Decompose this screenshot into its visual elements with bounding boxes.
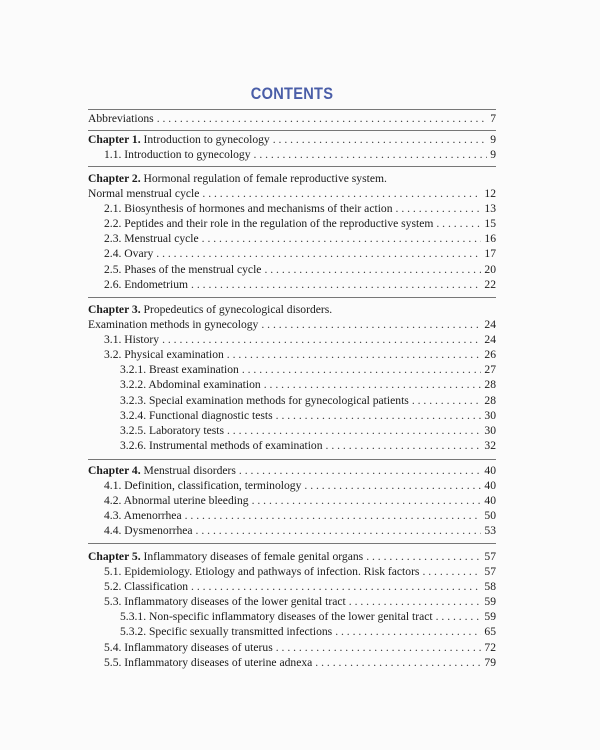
toc-entry[interactable]: 5.4. Inflammatory diseases of uterus . . . 72 <box>88 640 496 655</box>
page-number: 57 <box>484 550 496 563</box>
dot-leader <box>363 549 481 564</box>
page-number: 12 <box>484 187 496 201</box>
page-number: 57 <box>484 565 496 579</box>
page-number: 30 <box>484 408 496 422</box>
toc-entry[interactable]: 4.4. Dysmenorrhea . . . 53 <box>88 523 496 538</box>
page-number: 22 <box>484 277 496 291</box>
page-number: 26 <box>484 348 496 362</box>
page-number: 7 <box>490 112 496 125</box>
toc-entry[interactable]: 2.3. Menstrual cycle . . . 16 <box>88 231 496 246</box>
toc-subentry[interactable]: 5.3.2. Specific sexually transmitted infections . . . 65 <box>88 624 496 639</box>
dot-leader <box>258 317 481 332</box>
page-number: 40 <box>484 494 496 508</box>
page-number: 24 <box>484 333 496 347</box>
page-number: 53 <box>484 524 496 538</box>
page-number: 9 <box>490 148 496 162</box>
page-number: 59 <box>484 595 496 609</box>
page-number: 13 <box>484 202 496 216</box>
dot-leader <box>346 594 482 609</box>
toc-entry[interactable]: 5.2. Classification . . . 58 <box>88 579 496 594</box>
toc-subentry[interactable]: 3.2.4. Functional diagnostic tests . . . 30 <box>88 408 496 423</box>
page-number: 20 <box>484 262 496 276</box>
page-number: 9 <box>490 133 496 146</box>
chapter-title-cont: Examination methods in gynecology <box>88 318 259 332</box>
chapter-entry[interactable] <box>88 463 496 478</box>
dot-leader <box>188 277 481 292</box>
page-number: 16 <box>484 232 496 246</box>
toc-entry[interactable]: 2.6. Endometrium . . . 22 <box>88 277 496 292</box>
divider <box>88 109 496 110</box>
dot-leader <box>301 478 481 493</box>
divider <box>88 543 496 544</box>
toc-entry[interactable]: 3.2. Physical examination . . . 26 <box>88 347 496 362</box>
dot-leader <box>224 347 482 362</box>
page-number: 17 <box>484 247 496 261</box>
chapter-label: Chapter 1. <box>88 133 141 146</box>
dot-leader <box>154 111 488 126</box>
dot-leader <box>249 493 482 508</box>
toc-entry[interactable]: 2.2. Peptides and their role in the regulation of the reproductive system . . . 15 <box>88 216 496 231</box>
toc-subentry[interactable]: 3.2.3. Special examination methods for gynecological patients . . . 28 <box>88 393 496 408</box>
toc-entry[interactable]: 4.2. Abnormal uterine bleeding . . . 40 <box>88 493 496 508</box>
toc-chapter-3 <box>88 302 496 453</box>
chapter-heading[interactable] <box>88 171 496 186</box>
page-number: 79 <box>484 655 496 669</box>
toc-entry[interactable]: 4.3. Amenorrhea . . . 50 <box>88 508 496 523</box>
page-number: 24 <box>484 318 496 332</box>
dot-leader <box>188 579 481 594</box>
toc-chapter-5 <box>88 549 496 670</box>
dot-leader <box>419 564 481 579</box>
dot-leader <box>261 262 481 277</box>
toc-subentry[interactable]: 3.2.2. Abdominal examination . . . 28 <box>88 377 496 392</box>
dot-leader <box>261 377 482 392</box>
toc-entry[interactable]: 5.1. Epidemiology. Etiology and pathways of infection. Risk factors . . . 57 <box>88 564 496 579</box>
toc-section-abbreviations <box>88 111 496 126</box>
chapter-title: Inflammatory diseases of female genital organs <box>140 550 364 563</box>
page-title: CONTENTS <box>250 84 334 103</box>
chapter-title-cont: Normal menstrual cycle <box>88 187 200 201</box>
chapter-label: Chapter 2. <box>88 172 141 185</box>
toc-entry[interactable]: Abbreviations . . . 7 <box>88 111 496 126</box>
divider <box>88 459 496 460</box>
page-number: 59 <box>484 610 496 624</box>
page-number: 27 <box>484 363 496 377</box>
toc-subentry[interactable]: 3.2.5. Laboratory tests . . . 30 <box>88 423 496 438</box>
page-number: 28 <box>484 378 496 392</box>
dot-leader <box>199 231 482 246</box>
divider <box>88 166 496 167</box>
page-number: 15 <box>484 217 496 231</box>
toc-chapter-2 <box>88 171 496 292</box>
page-number: 30 <box>484 423 496 437</box>
chapter-label: Chapter 4. <box>88 464 141 477</box>
page-number: 40 <box>484 464 496 477</box>
page-number: 50 <box>484 509 496 523</box>
toc-entry[interactable]: 2.4. Ovary . . . 17 <box>88 246 496 261</box>
chapter-entry[interactable] <box>88 132 496 147</box>
toc-subentry[interactable]: 3.2.1. Breast examination . . . 27 <box>88 362 496 377</box>
dot-leader <box>409 393 482 408</box>
toc-chapter-4 <box>88 463 496 538</box>
divider <box>88 297 496 298</box>
toc-entry[interactable]: 5.3. Inflammatory diseases of the lower genital tract . . . 59 <box>88 594 496 609</box>
dot-leader <box>273 640 482 655</box>
chapter-title: Introduction to gynecology <box>140 133 270 146</box>
dot-leader <box>182 508 482 523</box>
dot-leader <box>323 438 482 453</box>
page-number: 28 <box>484 393 496 407</box>
toc-entry[interactable]: 1.1. Introduction to gynecology . . . 9 <box>88 147 496 162</box>
chapter-title: Menstrual disorders <box>140 464 236 477</box>
page-number: 40 <box>484 479 496 493</box>
chapter-title: Hormonal regulation of female reproductive system. <box>140 172 387 185</box>
chapter-title: Propedeutics of gynecological disorders. <box>140 303 333 316</box>
contents-page <box>88 0 496 750</box>
dot-leader <box>199 186 481 201</box>
dot-leader <box>332 624 481 639</box>
toc-entry[interactable]: 5.5. Inflammatory diseases of uterine adnexa . . . 79 <box>88 655 496 670</box>
chapter-heading[interactable] <box>88 302 496 317</box>
page-number: 32 <box>484 438 496 452</box>
dot-leader <box>224 423 481 438</box>
toc-entry[interactable]: 3.1. History . . . 24 <box>88 332 496 347</box>
chapter-entry[interactable] <box>88 186 496 201</box>
dot-leader <box>433 216 481 231</box>
page-number: 65 <box>484 625 496 639</box>
dot-leader <box>239 362 482 377</box>
dot-leader <box>193 523 482 538</box>
chapter-entry[interactable] <box>88 549 496 564</box>
toc-entry[interactable]: 4.1. Definition, classification, terminology . . . 40 <box>88 478 496 493</box>
dot-leader <box>270 132 487 147</box>
dot-leader <box>251 147 488 162</box>
dot-leader <box>273 408 482 423</box>
dot-leader <box>433 609 482 624</box>
dot-leader <box>312 655 481 670</box>
dot-leader <box>153 246 481 261</box>
page-number: 72 <box>484 640 496 654</box>
dot-leader <box>159 332 481 347</box>
dot-leader <box>236 463 481 478</box>
chapter-label: Chapter 5. <box>88 550 141 563</box>
toc-subentry[interactable]: 3.2.6. Instrumental methods of examination . . . 32 <box>88 438 496 453</box>
chapter-label: Chapter 3. <box>88 303 141 316</box>
toc-entry[interactable]: 2.1. Biosynthesis of hormones and mechanisms of their action . . . 13 <box>88 201 496 216</box>
dot-leader <box>393 201 482 216</box>
toc-entry[interactable]: 2.5. Phases of the menstrual cycle . . . 20 <box>88 262 496 277</box>
chapter-entry[interactable] <box>88 317 496 332</box>
page-number: 58 <box>484 580 496 594</box>
toc-subentry[interactable]: 5.3.1. Non-specific inflammatory diseases of the lower genital tract . . . 59 <box>88 609 496 624</box>
divider <box>88 130 496 131</box>
toc-chapter-1 <box>88 132 496 162</box>
